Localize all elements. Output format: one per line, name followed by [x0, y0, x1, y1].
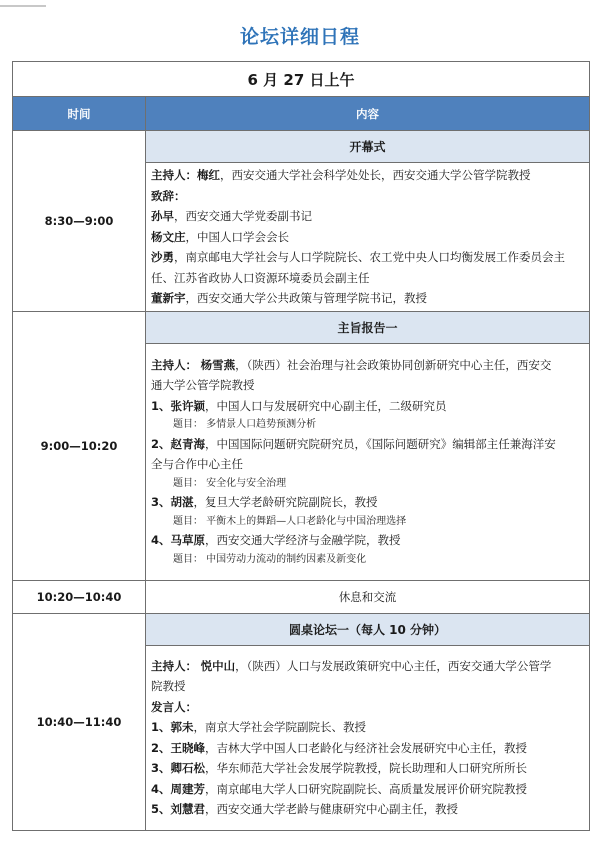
host-line: 主持人： 杨雪燕，（陕西）社会治理与社会政策协同创新研究中心主任，西安交 — [151, 357, 552, 372]
page-corner-mark — [0, 0, 46, 7]
speaker-line: 1、郭未，南京大学社会学院副院长、教授 — [151, 720, 367, 734]
header-row — [13, 97, 590, 131]
session-body — [146, 645, 590, 830]
session-time: 9:00—10:20 — [13, 311, 146, 580]
speaker-line: 董新宇，西安交通大学公共政策与管理学院书记，教授 — [151, 291, 427, 305]
break-time: 10:20—10:40 — [13, 580, 146, 613]
session-title: 主旨报告一 — [146, 311, 590, 343]
report-line: 1、张许颖，中国人口与发展研究中心副主任，二级研究员 — [151, 398, 447, 413]
speaker-line-continued: 任、江苏省政协人口资源环境委员会副主任 — [151, 270, 370, 285]
date-heading: 6 月 27 日上午 — [13, 62, 590, 97]
session-title: 开幕式 — [146, 131, 590, 163]
speech-label: 致辞： — [151, 188, 186, 203]
report-line: 4、马草原，西安交通大学经济与金融学院，教授 — [151, 533, 401, 548]
report-topic: 题目： 多情景人口趋势预测分析 — [173, 419, 317, 431]
speaker-line: 2、王晓峰，吉林大学中国人口老龄化与经济社会发展研究中心主任，教授 — [151, 740, 528, 755]
date-row — [13, 62, 590, 97]
report-topic: 题目： 平衡木上的舞蹈—人口老龄化与中国治理选择 — [173, 515, 407, 527]
speaker-line: 4、周建芳，南京邮电大学人口研究院副院长、高质量发展评价研究院教授 — [151, 781, 528, 796]
session-body — [146, 343, 590, 580]
schedule-table — [12, 61, 590, 831]
speaker-line: 3、卿石松，华东师范大学社会发展学院教授，院长助理和人口研究所所长 — [151, 761, 528, 775]
report-topic: 题目： 安全化与安全治理 — [173, 477, 287, 489]
report-topic: 题目： 中国劳动力流动的制约因素及新变化 — [173, 553, 367, 565]
session-time: 10:40—11:40 — [13, 613, 146, 830]
speaker-line: 5、刘慧君，西安交通大学老龄与健康研究中心副主任，教授 — [151, 802, 459, 816]
session-opening-title-row — [13, 131, 590, 163]
host-line: 主持人：梅红，西安交通大学社会科学处处长，西安交通大学公管学院教授 — [151, 168, 531, 182]
speaker-line: 杨文庄，中国人口学会会长 — [151, 229, 289, 244]
session-keynote-title-row — [13, 311, 590, 343]
session-time: 8:30—9:00 — [13, 131, 146, 312]
break-text: 休息和交流 — [146, 580, 590, 613]
session-body — [146, 163, 590, 312]
report-line: 3、胡湛，复旦大学老龄研究院副院长，教授 — [151, 495, 378, 510]
host-line-continued: 院教授 — [151, 679, 186, 693]
host-line-continued: 通大学公管学院教授 — [151, 378, 255, 393]
page-title: 论坛详细日程 — [239, 26, 360, 48]
speaker-line: 沙勇，南京邮电大学社会与人口学院院长、农工党中央人口均衡发展工作委员会主 — [151, 250, 565, 264]
content-column-header: 内容 — [146, 97, 590, 131]
report-line: 2、赵青海，中国国际问题研究院研究员，《国际问题研究》编辑部主任兼海洋安 — [151, 436, 556, 451]
session-title: 圆桌论坛一（每人 10 分钟） — [146, 613, 590, 645]
host-line: 主持人： 悦中山，（陕西）人口与发展政策研究中心主任，西安交通大学公管学 — [151, 658, 552, 673]
speaker-label: 发言人： — [151, 699, 197, 714]
break-row — [13, 580, 590, 613]
session-roundtable-title-row — [13, 613, 590, 645]
report-line-continued: 全与合作中心主任 — [151, 457, 243, 472]
time-column-header: 时间 — [13, 97, 146, 131]
speaker-line: 孙早，西安交通大学党委副书记 — [151, 209, 312, 223]
